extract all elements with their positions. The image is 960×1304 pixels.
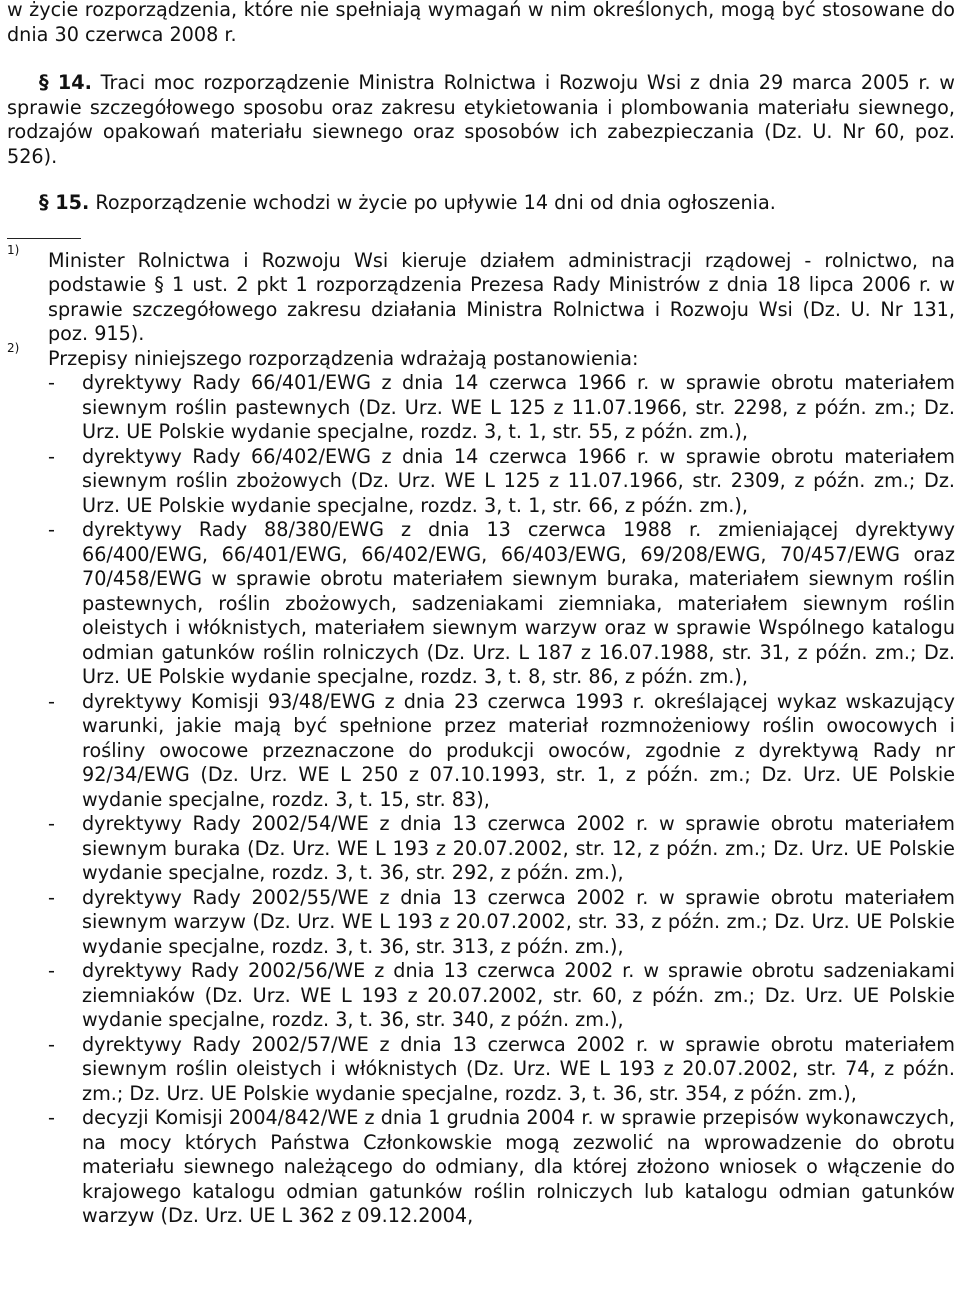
list-item [48,886,955,960]
list-item-text: dyrektywy Rady 2002/57/WE z dnia 13 czerwca 2002 r. w sprawie obrotu materiałem siewnym roślin oleistych i włóknistych (Dz. Urz. WE L 193 z 20.07.2002, str. 74, z późn. zm.; Dz. Urz. UE Polskie wydanie specjalne, rozdz. 3, t. 36, str. 354, z późn. zm.), [82,1032,955,1105]
list-item [48,371,955,445]
list-item-text: dyrektywy Rady 88/380/EWG z dnia 13 czerwca 1988 r. zmieniającej dyrektywy 66/400/EWG, 66/401/EWG, 66/402/EWG, 66/403/EWG, 69/208/EWG, 70/457/EWG oraz 70/458/EWG w sprawie obrotu materiałem siewnym buraka, materiałem siewnym roślin pastewnych, roślin zbożowych, sadzeniakami ziemniaka, materiałem siewnym roślin oleistych i włóknistych, materiałem siewnym warzyw oraz w sprawie Wspólnego katalogu odmian gatunków roślin rolniczych (Dz. Urz. L 187 z 16.07.1988, str. 31, z późn. zm.; Dz. Urz. UE Polskie wydanie specjalne, rozdz. 3, t. 8, str. 86, z późn. zm.), [82,518,955,688]
section-15 [7,191,955,216]
footnote-separator [7,238,81,239]
footnote-2-intro: Przepisy niniejszego rozporządzenia wdrażają postanowienia: [48,346,639,370]
list-item-text: dyrektywy Komisji 93/48/EWG z dnia 23 czerwca 1993 r. określającej wykaz wskazujący warunki, jakie mają być spełnione przez materiał rozmnożeniowy roślin owocowych i rośliny owocowe przeznaczone do produkcji owoców, zgodnie z dyrektywą Rady nr 92/34/EWG (Dz. Urz. WE L 250 z 07.10.1993, str. 1, z późn. zm.; Dz. Urz. UE Polskie wydanie specjalne, rozdz. 3, t. 15, str. 83), [82,689,955,811]
continuation-paragraph: w życie rozporządzenia, które nie spełniają wymagań w nim określonych, mogą być stosowane do dnia 30 czerwca 2008 r. [7,0,955,46]
list-item [48,959,955,1033]
footnote-1-mark: 1) [7,242,20,257]
list-dash: - [48,371,55,394]
list-item-text: dyrektywy Rady 2002/54/WE z dnia 13 czerwca 2002 r. w sprawie obrotu materiałem siewnym buraka (Dz. Urz. WE L 193 z 20.07.2002, str. 12, z późn. zm.; Dz. Urz. UE Polskie wydanie specjalne, rozdz. 3, t. 36, str. 292, z późn. zm.), [82,812,955,884]
list-dash: - [48,1106,55,1129]
list-dash: - [48,518,55,541]
list-item [48,1106,955,1229]
list-item [48,812,955,886]
list-item [48,1033,955,1107]
list-item-text: dyrektywy Rady 2002/55/WE z dnia 13 czerwca 2002 r. w sprawie obrotu materiałem siewnym warzyw (Dz. Urz. WE L 193 z 20.07.2002, str. 33, z późn. zm.; Dz. Urz. UE Polskie wydanie specjalne, rozdz. 3, t. 36, str. 313, z późn. zm.), [82,885,955,958]
footnote-1-text: Minister Rolnictwa i Rozwoju Wsi kieruje działem administracji rządowej - rolnictwo, na podstawie § 1 ust. 2 pkt 1 rozporządzenia Prezesa Rady Ministrów z dnia 18 lipca 2006 r. w sprawie szczegółowego zakresu działania Ministra Rolnictwa i Rozwoju Wsi (Dz. U. Nr 131, poz. 915). [48,248,955,345]
list-item-text: dyrektywy Rady 66/401/EWG z dnia 14 czerwca 1966 r. w sprawie obrotu materiałem siewnym roślin pastewnych (Dz. Urz. WE L 125 z 11.07.1966, str. 2298, z późn. zm.; Dz. Urz. UE Polskie wydanie specjalne, rozdz. 3, t. 1, str. 55, z późn. zm.), [82,371,955,443]
list-dash: - [48,1032,55,1056]
list-item-text: decyzji Komisji 2004/842/WE z dnia 1 grudnia 2004 r. w sprawie przepisów wykonawczych, na mocy których Państwa Członkowskie mogą zezwolić na wprowadzenie do obrotu materiału siewnego należącego do odmiany, dla której złożono wniosek o włączenie do krajowego katalogu odmian gatunków roślin rolniczych lub katalogu odmian gatunków warzyw (Dz. Urz. UE L 362 z 09.12.2004, [82,1106,955,1227]
list-dash: - [48,885,55,909]
footnote-1 [7,242,955,347]
list-dash: - [48,959,55,982]
list-item-text: dyrektywy Rady 66/402/EWG z dnia 14 czerwca 1966 r. w sprawie obrotu materiałem siewnym roślin zbożowych (Dz. Urz. WE L 125 z 11.07.1966, str. 2309, z późn. zm.; Dz. Urz. UE Polskie wydanie specjalne, rozdz. 3, t. 1, str. 66, z późn. zm.), [82,444,955,517]
document-page [7,0,955,1229]
section-14-text: Traci moc rozporządzenie Ministra Rolnictwa i Rozwoju Wsi z dnia 29 marca 2005 r. w sprawie szczegółowego sposobu oraz zakresu etykietowania i plombowania materiału siewnego, rodzajów opakowań materiału siewnego oraz sposobów ich zabezpieczania (Dz. U. Nr 60, poz. 526). [7,71,955,168]
list-item-text: dyrektywy Rady 2002/56/WE z dnia 13 czerwca 2002 r. w sprawie obrotu sadzeniakami ziemniaków (Dz. Urz. WE L 193 z 20.07.2002, str. 60, z późn. zm.; Dz. Urz. UE Polskie wydanie specjalne, rozdz. 3, t. 36, str. 340, z późn. zm.), [82,959,955,1031]
section-14-mark: § 14. [39,71,92,94]
footnote-2-mark: 2) [7,340,20,355]
footnote-2-list [48,371,955,1229]
list-item [48,518,955,690]
list-dash: - [48,812,55,835]
section-15-mark: § 15. [39,191,90,214]
list-dash: - [48,444,55,468]
list-dash: - [48,689,55,713]
list-item [48,690,955,813]
list-item [48,445,955,519]
section-15-text: Rozporządzenie wchodzi w życie po upływie 14 dni od dnia ogłoszenia. [95,191,776,214]
footnote-2 [7,340,955,1229]
section-14 [7,71,955,169]
